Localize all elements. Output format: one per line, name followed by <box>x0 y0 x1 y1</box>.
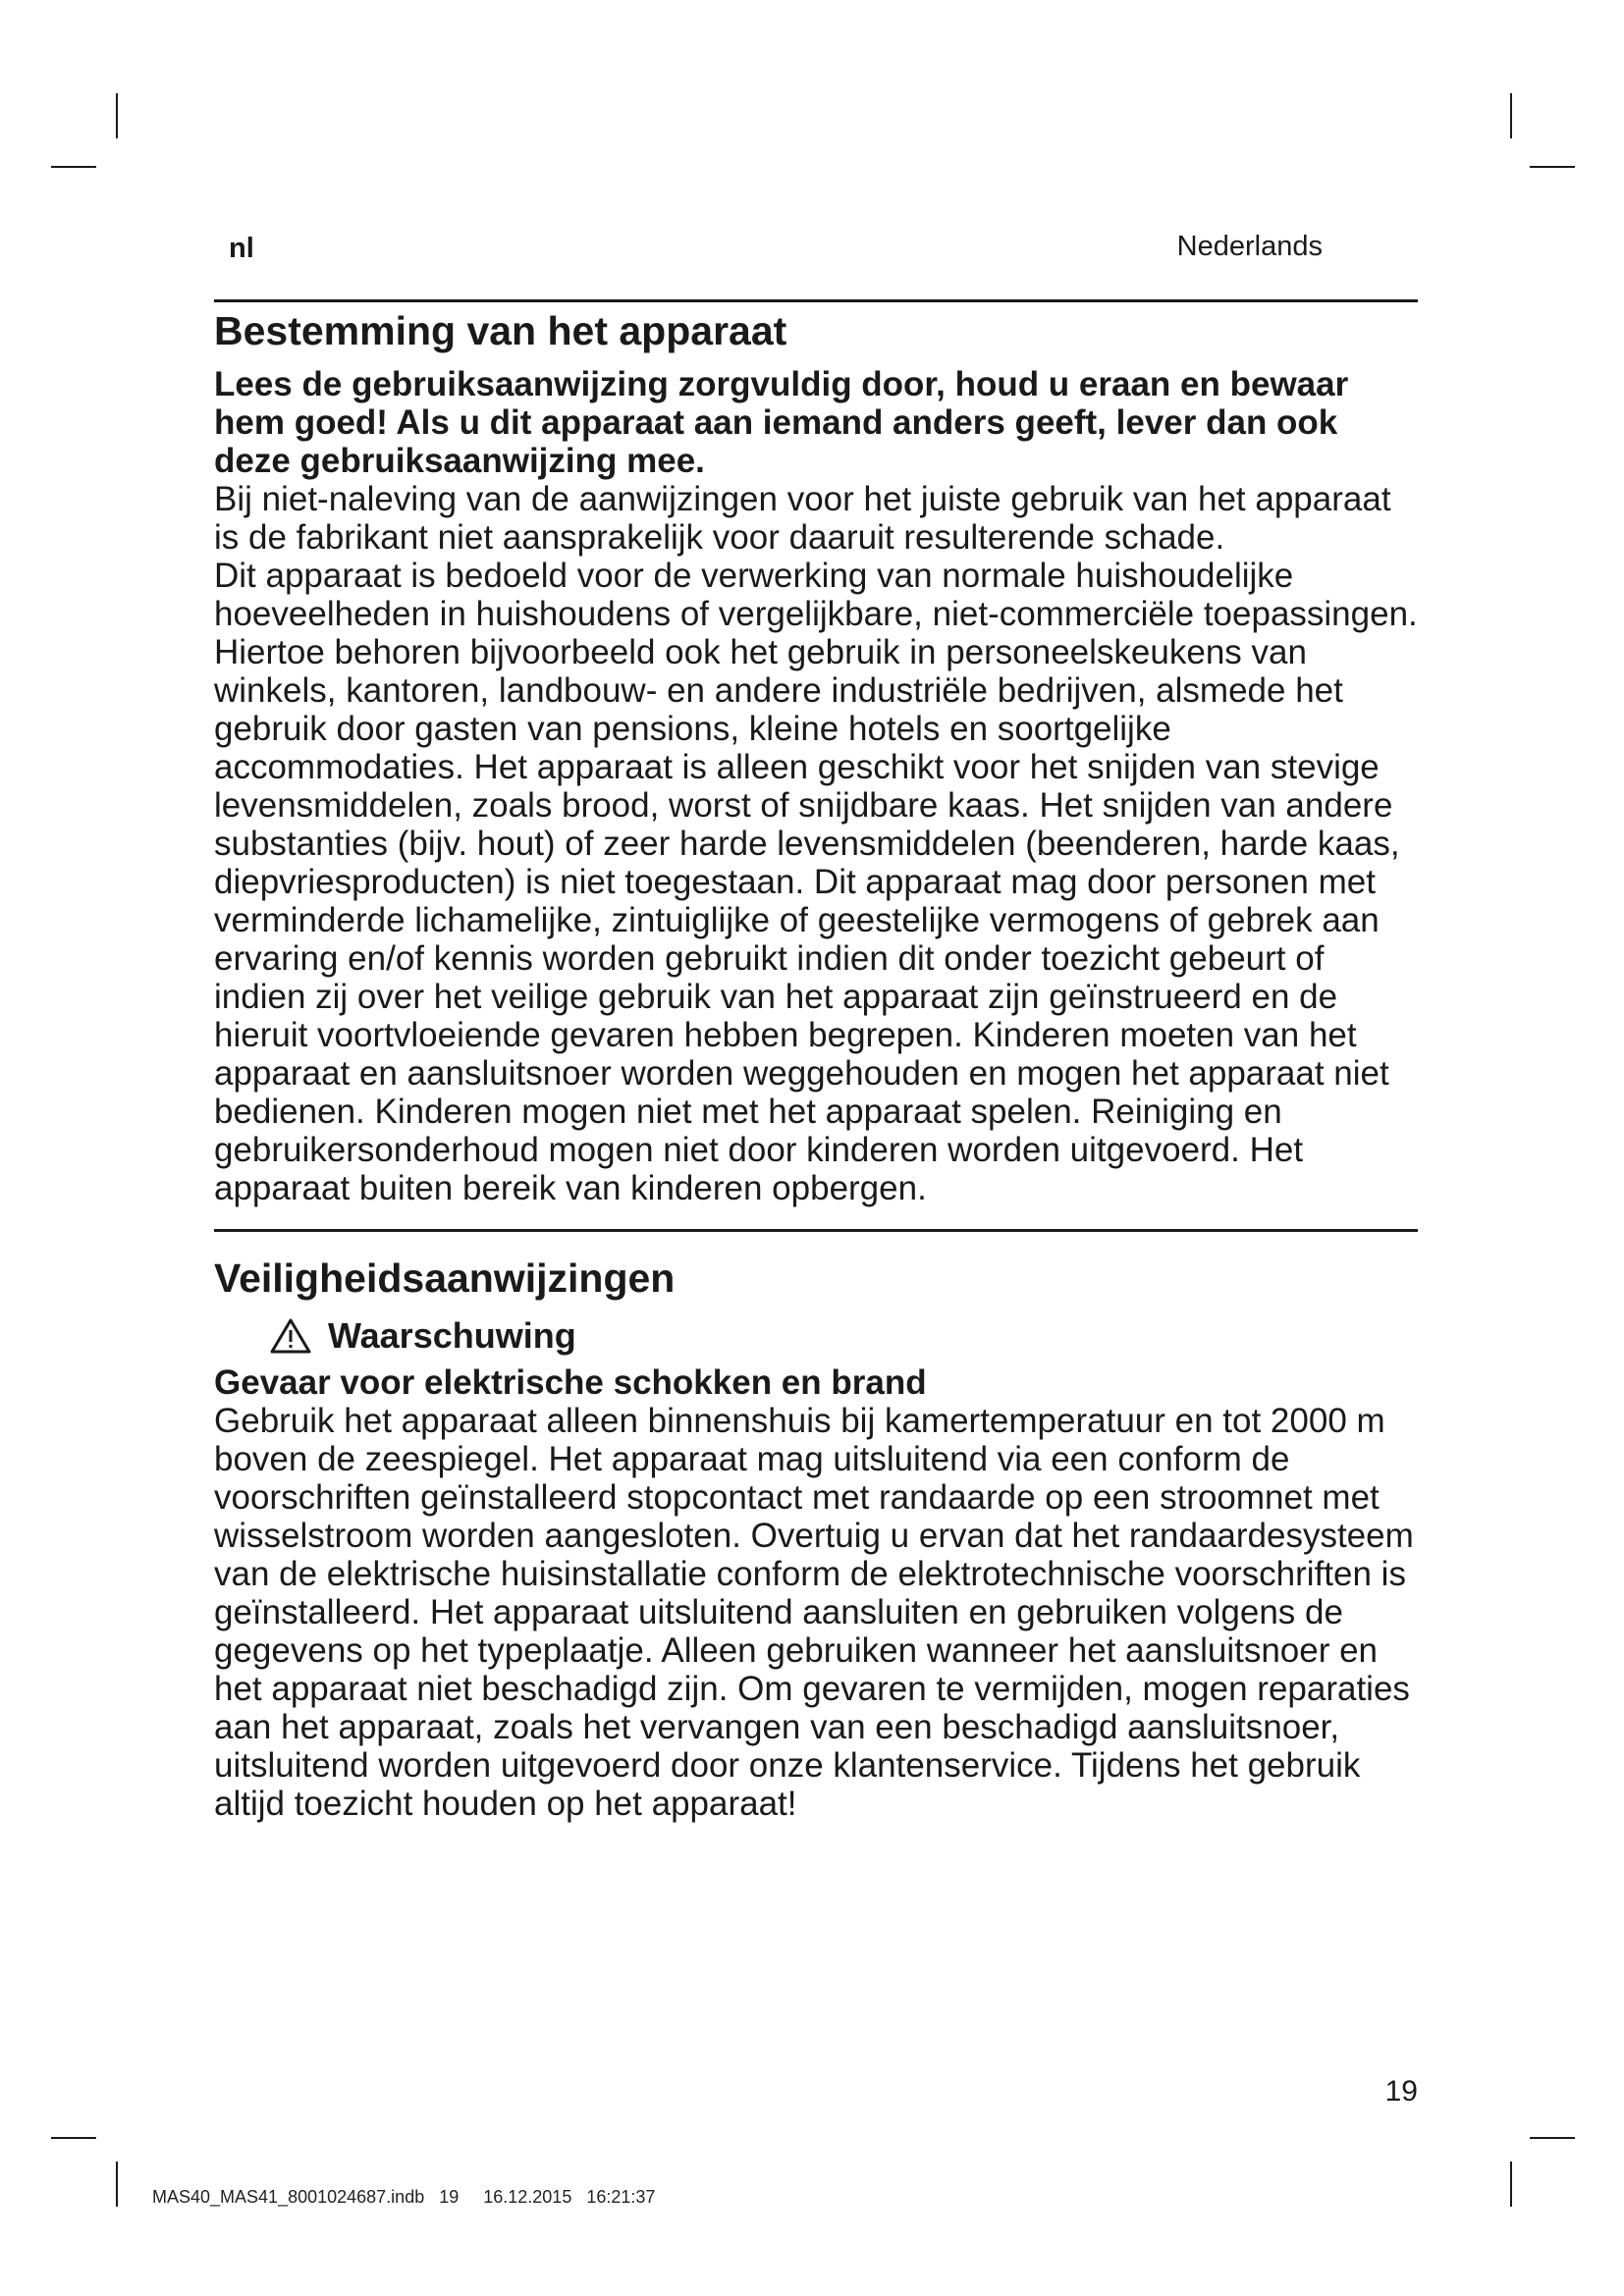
crop-mark <box>116 2162 118 2207</box>
hazard-subtitle: Gevaar voor elektrische schokken en brand <box>214 1363 927 1402</box>
language-code: nl <box>229 233 254 264</box>
warning-triangle-icon <box>269 1317 312 1355</box>
electrical-safety-paragraph: Gebruik het apparaat alleen binnenshuis bij kamertemperatuur en tot 2000 m boven de zeespiegel. Het apparaat mag uitsluitend via een conform de voorschriften geïnstalleerd stopcontact met randaarde op een stroomnet met wisselstroom worden aangesloten. Overtuig u ervan dat het randaardesysteem van de elektrische huisinstallatie conform de elektrotechnische voorschriften is geïnstalleerd. Het apparaat uitsluitend aansluiten en gebruiken volgens de gegevens op het typeplaatje. Alleen gebruiken wanneer het aansluitsnoer en het apparaat niet beschadigd zijn. Om gevaren te vermijden, mogen reparaties aan het apparaat, zoals het vervangen van een beschadigd aansluitsnoer, uitsluitend worden uitgevoerd door onze klantenservice. Tijdens het gebruik altijd toezicht houden op het apparaat! <box>214 1402 1414 1823</box>
section-title-safety: Veiligheidsaanwijzingen <box>214 1255 676 1301</box>
lead-paragraph: Lees de gebruiksaanwijzing zorgvuldig door, houd u eraan en bewaar hem goed! Als u dit apparaat aan iemand anders geeft, lever dan ook deze gebruiksaanwijzing mee. <box>214 365 1349 480</box>
warning-heading <box>269 1312 1422 1360</box>
warning-label: Waarschuwing <box>328 1315 576 1356</box>
crop-mark <box>51 2137 96 2139</box>
intended-use-paragraph: Dit apparaat is bedoeld voor de verwerking van normale huishoudelijke hoeveelheden in huishoudens of vergelijkbare, niet-commerciële toepassingen. Hiertoe behoren bijvoorbeeld ook het gebruik in personeelskeukens van winkels, kantoren, landbouw- en andere industriële bedrijven, alsmede het gebruik door gasten van pensions, kleine hotels en soortgelijke accommodaties. Het apparaat is alleen geschikt voor het snijden van stevige levensmiddelen, zoals brood, worst of snijdbare kaas. Het snijden van andere substanties (bijv. hout) of zeer harde levensmiddelen (beenderen, harde kaas, diepvriesproducten) is niet toegestaan. Dit apparaat mag door personen met verminderde lichamelijke, zintuiglijke of geestelijke vermogens of gebrek aan ervaring en/of kennis worden gebruikt indien dit onder toezicht gebeurt of indien zij over het veilige gebruik van het apparaat zijn geïnstrueerd en de hieruit voortvloeiende gevaren hebben begrepen. Kinderen moeten van het apparaat en aansluitsnoer worden weggehouden en mogen het apparaat niet bedienen. Kinderen mogen niet met het apparaat spelen. Reiniging en gebruikersonderhoud mogen niet door kinderen worden uitgevoerd. Het apparaat buiten bereik van kinderen opbergen. <box>214 557 1418 1207</box>
crop-mark <box>1510 2162 1512 2207</box>
crop-mark <box>1510 93 1512 138</box>
crop-mark <box>51 166 96 168</box>
page-number: 19 <box>1384 2075 1418 2108</box>
section-rule <box>214 1229 1418 1232</box>
section-title-purpose: Bestemming van het apparaat <box>214 308 787 353</box>
header-rule <box>214 299 1418 302</box>
crop-mark <box>1530 2137 1575 2139</box>
crop-mark <box>1530 166 1575 168</box>
crop-mark <box>116 93 118 138</box>
page-content <box>214 308 1422 1823</box>
liability-paragraph: Bij niet-naleving van de aanwijzingen voor het juiste gebruik van het apparaat is de fabrikant niet aansprakelijk voor daaruit resulterende schade. <box>214 480 1391 557</box>
print-footer: MAS40_MAS41_8001024687.indb 19 16.12.2015 16:21:37 <box>152 2187 656 2207</box>
safety-section <box>214 1255 1422 1823</box>
language-name: Nederlands <box>1176 231 1323 262</box>
